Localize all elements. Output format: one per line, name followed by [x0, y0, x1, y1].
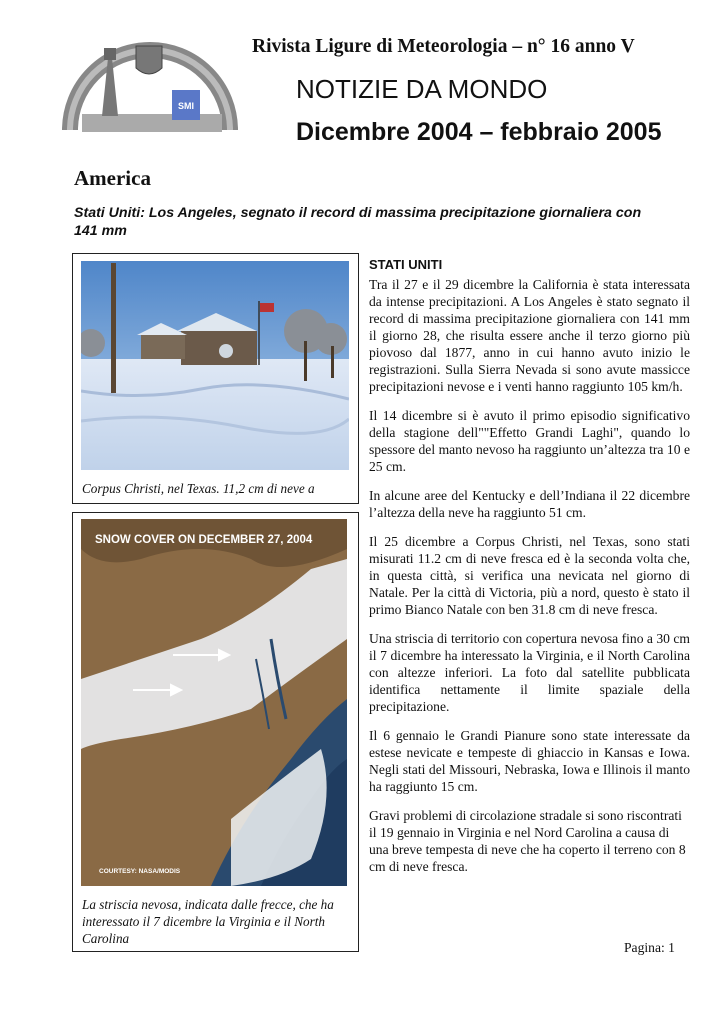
photo-box-corpus-christi: [72, 253, 359, 504]
snow-building-photo: [81, 261, 349, 470]
article-paragraph: Gravi problemi di circolazione stradale si sono riscontrati il 19 gennaio in Virginia e nel Nord Carolina a causa di una breve tempesta di neve che ha coperto il terreno con 8 cm di neve fresca.: [369, 808, 686, 874]
article-paragraph: In alcune aree del Kentucky e dell’Indiana il 22 dicembre l’altezza della neve ha raggiunto 51 cm.: [369, 488, 690, 520]
svg-text:SMI: SMI: [178, 101, 195, 111]
region-heading: America: [74, 166, 151, 190]
magazine-logo: [58, 18, 240, 136]
article-subtitle: Stati Uniti: Los Angeles, segnato il record di massima precipitazione giornaliera con 141 mm: [74, 205, 642, 239]
photo-caption: La striscia nevosa, indicata dalle frecce, che ha interessato il 7 dicembre la Virginia e il North Carolina: [82, 897, 334, 946]
section-title: NOTIZIE DA MONDO: [296, 74, 548, 104]
article-paragraph: Una striscia di territorio con copertura nevosa fino a 30 cm il 7 dicembre ha interessato la Virginia, e il North Carolina con altezze inferiori. La foto dal satellite pubblicata identifica nettamente il limite spaziale della precipitazione.: [369, 631, 690, 714]
photo-box-snow-cover: [72, 512, 359, 952]
period-title: Dicembre 2004 – febbraio 2005: [296, 118, 662, 146]
svg-text:SNOW COVER ON DECEMBER 27, 200: SNOW COVER ON DECEMBER 27, 2004: [95, 534, 313, 546]
article-heading: STATI UNITI: [369, 257, 443, 272]
article-column: [369, 257, 690, 887]
page-number: Pagina: 1: [624, 940, 675, 955]
article-paragraph: Il 14 dicembre si è avuto il primo episodio significativo della stagione dell""Effetto Grandi Laghi", quando lo spessore del manto nevoso ha raggiunto un’altezza tra 10 e 25 cm.: [369, 408, 690, 474]
satellite-snow-photo: [81, 519, 347, 886]
article-paragraph: Tra il 27 e il 29 dicembre la California è stata interessata da intense precipitazioni. A Los Angeles è stato segnato il record di massima precipitazione giornaliera con 141 mm il giorno 28, che risulta essere anche il terzo giorno più piovoso dal 1877, anno in cui hanno avuto inizio le registrazioni. Sulla Sierra Nevada si sono avute massicce precipitazioni nevose e i venti hanno raggiunto 105 km/h.: [369, 277, 690, 394]
article-paragraph: Il 6 gennaio le Grandi Pianure sono state interessate da estese nevicate e tempeste di ghiaccio in Kansas e Iowa. Negli stati del Missouri, Nebraska, Iowa e Illinois il manto ha raggiunto 15 cm.: [369, 728, 690, 794]
article-paragraph: Il 25 dicembre a Corpus Christi, nel Texas, sono stati misurati 11.2 cm di neve fresca ed è la seconda volta che, in questa città, si verifica una nevicata nel giorno di Natale. Per la città di Victoria, più a nord, questo è stato il primo Bianco Natale con ben 31.8 cm di neve fresca.: [369, 534, 690, 617]
photo-caption: Corpus Christi, nel Texas. 11,2 cm di neve a: [82, 481, 315, 496]
svg-text:COURTESY: NASA/MODIS: COURTESY: NASA/MODIS: [99, 868, 181, 875]
magazine-title: Rivista Ligure di Meteorologia – n° 16 anno V: [252, 36, 635, 57]
